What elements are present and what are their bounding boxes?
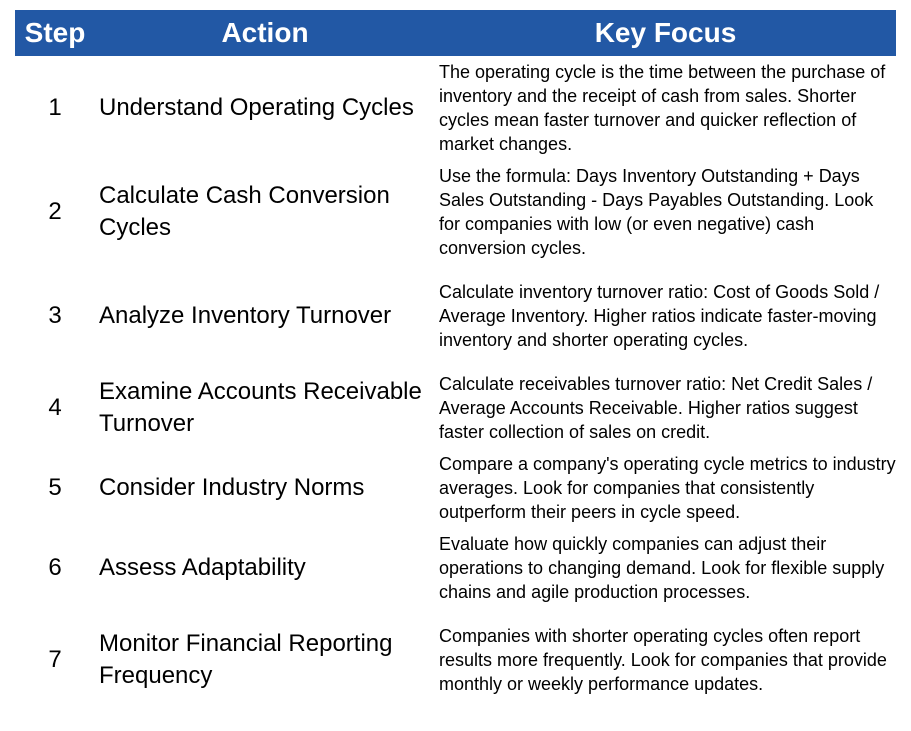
- key-focus-text: Compare a company's operating cycle metrics to industry averages. Look for companies that consistently outperform their peers in cycle speed.: [439, 454, 896, 522]
- table-row: [15, 368, 896, 448]
- key-focus-text: Use the formula: Days Inventory Outstanding + Days Sales Outstanding - Days Payables Outstanding. Look for companies with low (or even negative) cash conversion cycles.: [439, 166, 874, 258]
- action-text: Understand Operating Cycles: [99, 94, 414, 121]
- step-number: 4: [48, 394, 62, 421]
- table-header: [15, 10, 896, 56]
- table-row: [15, 448, 896, 528]
- table-row: [15, 528, 896, 608]
- step-number: 7: [48, 646, 62, 673]
- table-row: [15, 160, 896, 264]
- action-text: Assess Adaptability: [99, 554, 306, 581]
- header-key-focus: Key Focus: [594, 17, 737, 48]
- action-text: Monitor Financial Reporting Frequency: [99, 630, 393, 689]
- key-focus-text: Evaluate how quickly companies can adjust their operations to changing demand. Look for flexible supply chains and agile production processes.: [439, 534, 885, 602]
- table-row: [15, 264, 896, 368]
- table-row: [15, 56, 896, 160]
- step-number: 2: [48, 198, 62, 225]
- step-number: 5: [48, 474, 62, 501]
- key-focus-text: Calculate receivables turnover ratio: Net Credit Sales / Average Accounts Receivable. Higher ratios suggest faster collection of sales on credit.: [439, 374, 873, 442]
- action-text: Analyze Inventory Turnover: [99, 302, 392, 329]
- action-text: Calculate Cash Conversion Cycles: [99, 182, 390, 241]
- key-focus-text: Calculate inventory turnover ratio: Cost of Goods Sold / Average Inventory. Higher ratios indicate faster-moving inventory and shorter operating cycles.: [439, 282, 880, 350]
- action-text: Consider Industry Norms: [99, 474, 365, 501]
- step-number: 6: [48, 554, 62, 581]
- table-row: [15, 608, 896, 712]
- header-step: Step: [24, 17, 86, 48]
- key-focus-text: The operating cycle is the time between the purchase of inventory and the receipt of cash from sales. Shorter cycles mean faster turnover and quicker reflection of market changes.: [439, 62, 886, 154]
- step-number: 1: [48, 94, 62, 121]
- key-focus-text: Companies with shorter operating cycles often report results more frequently. Look for companies that provide monthly or weekly performance updates.: [439, 626, 887, 694]
- steps-table: [15, 10, 896, 712]
- step-number: 3: [48, 302, 62, 329]
- header-action: Action: [221, 17, 309, 48]
- action-text: Examine Accounts Receivable Turnover: [99, 378, 422, 437]
